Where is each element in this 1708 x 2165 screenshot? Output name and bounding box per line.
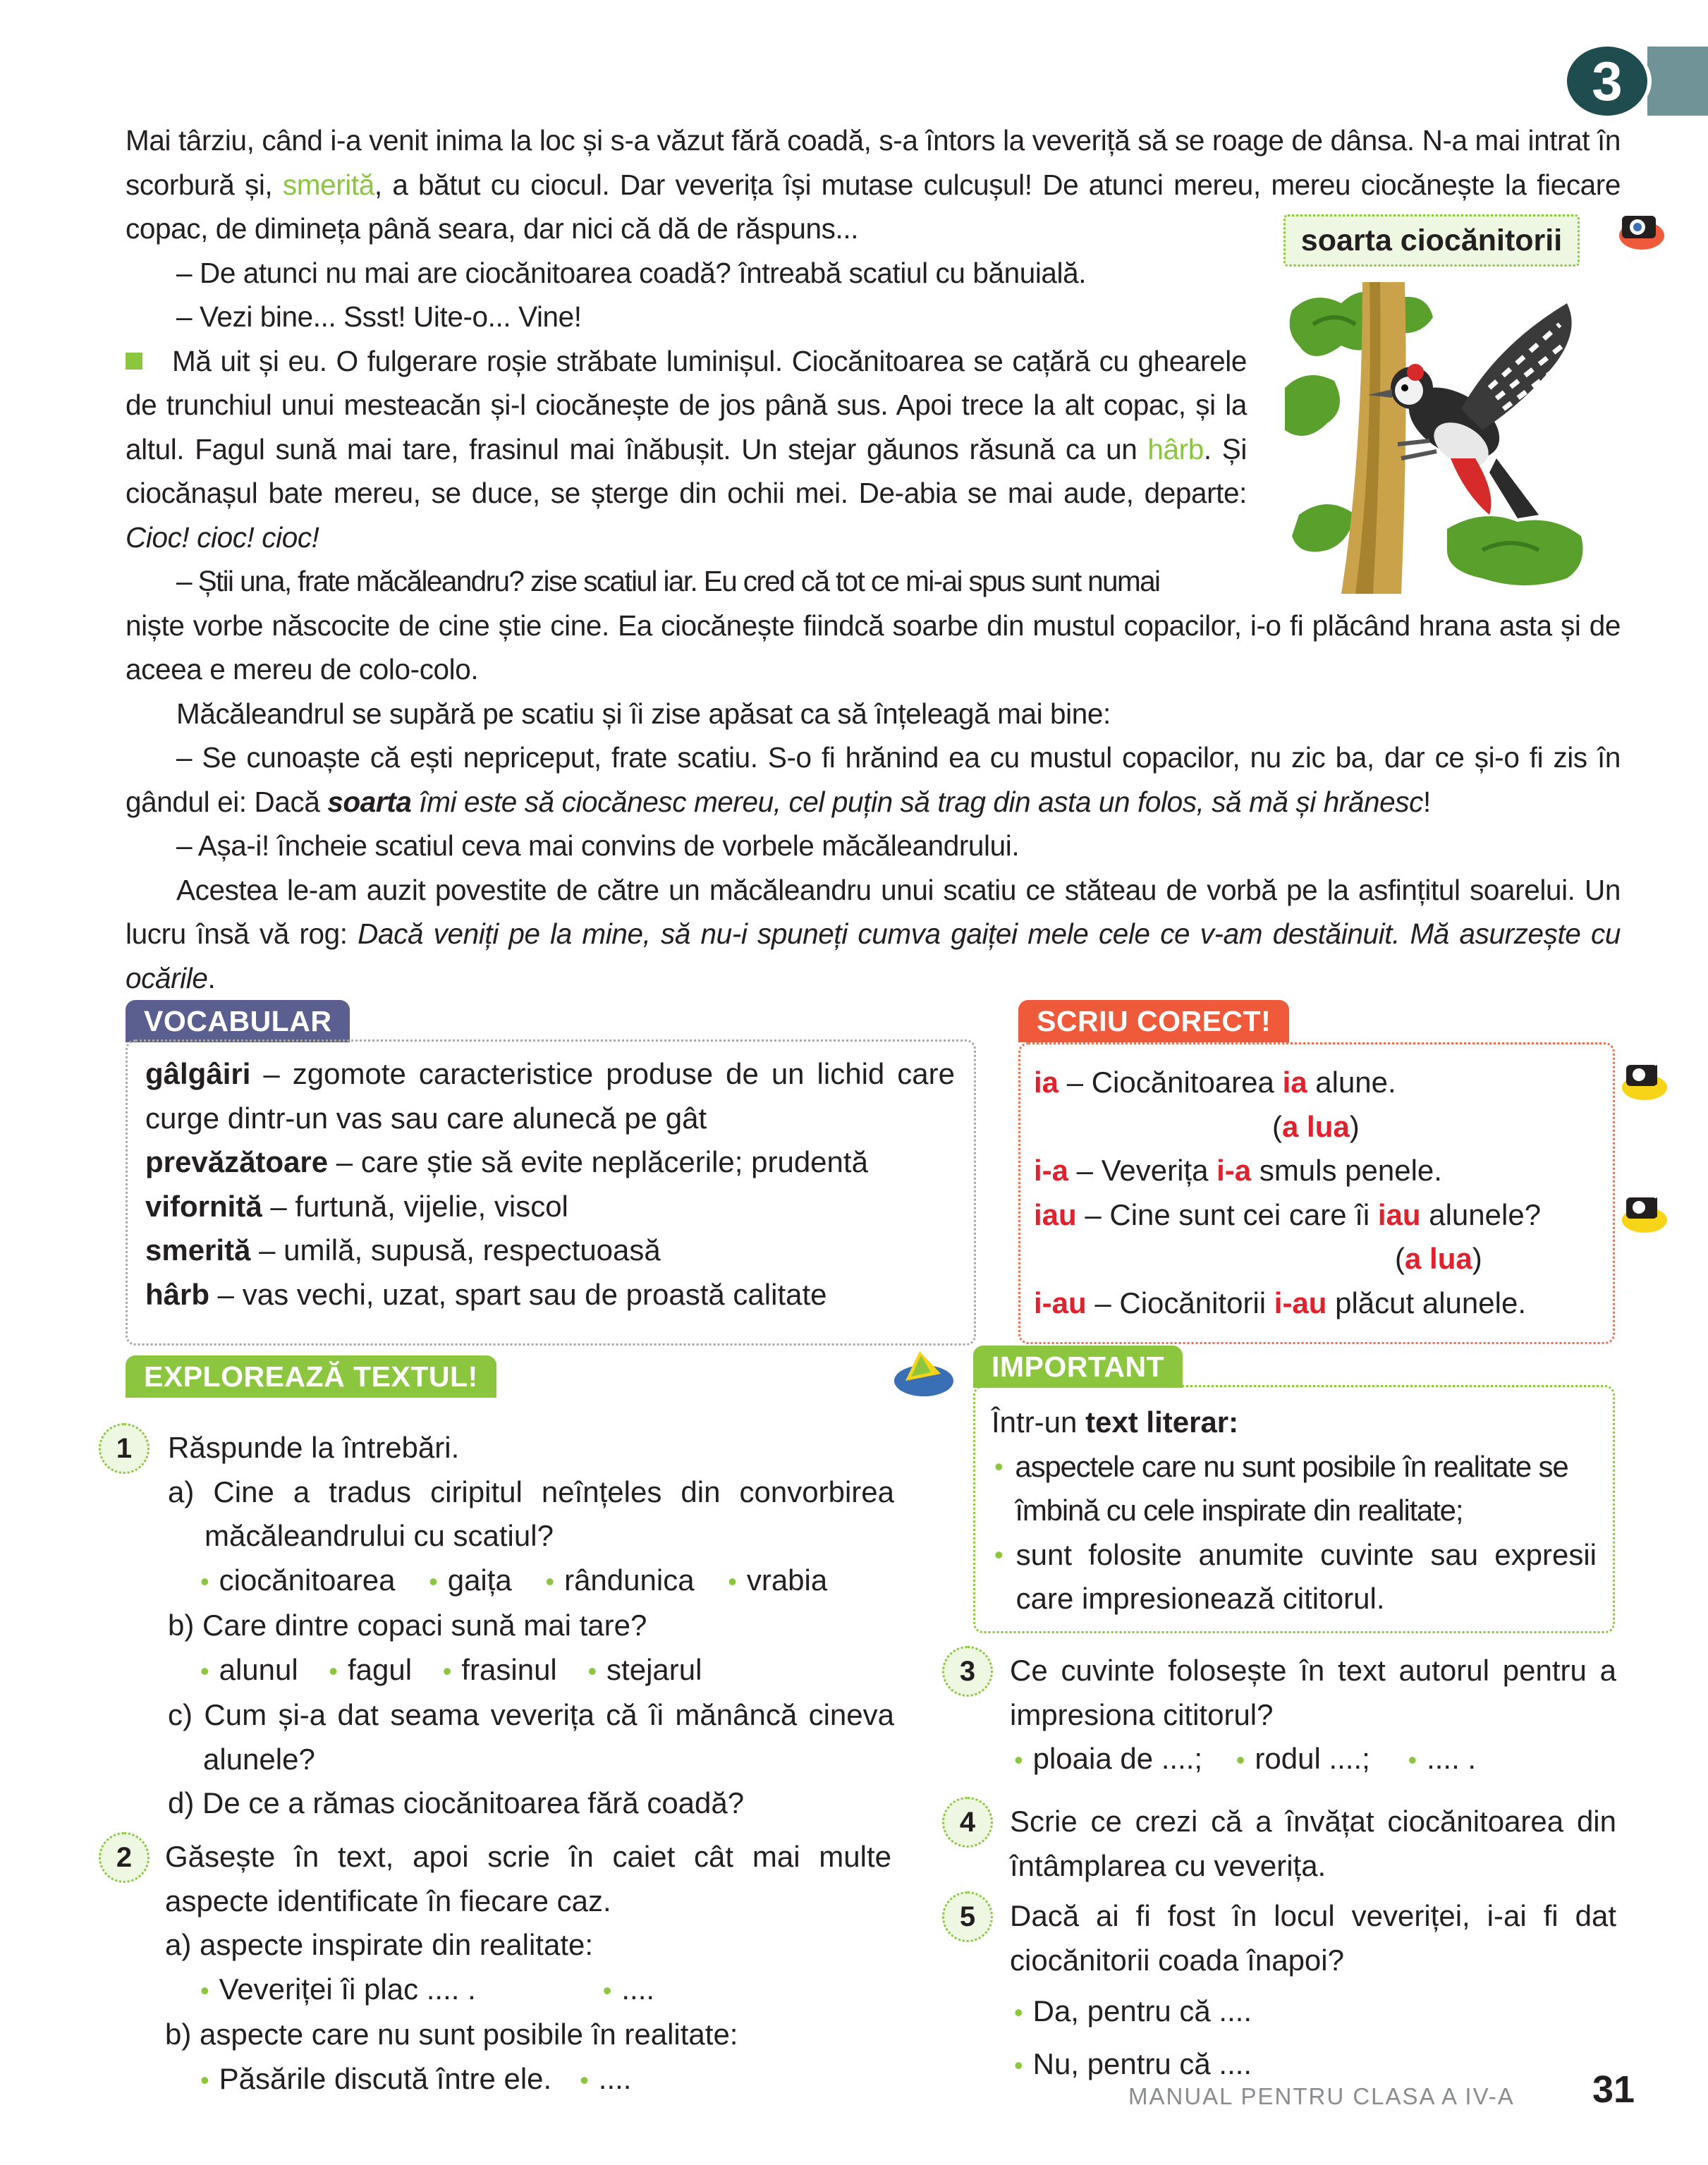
scriu-note: (a lua) xyxy=(1395,1242,1482,1275)
question-1a-options: • ciocănitoarea • gaița • rândunica • vrabia xyxy=(200,1563,828,1597)
question-number-5: 5 xyxy=(942,1891,993,1942)
question-5 xyxy=(1010,1894,1616,2087)
question-3 xyxy=(1010,1649,1616,1783)
question-number-1: 1 xyxy=(99,1423,150,1474)
footer-manual: MANUAL PENTRU CLASA A IV-A xyxy=(1128,2083,1515,2109)
question-1d: d) De ce a rămas ciocănitoarea fără coadă? xyxy=(168,1786,745,1819)
important-bullet: • aspectele care nu sunt posibile în realitate se îmbină cu cele inspirate din realitate; xyxy=(994,1449,1568,1527)
vocab-tag-soarta[interactable]: soarta ciocănitorii xyxy=(1283,214,1580,267)
vocab-item: smerită – umilă, supusă, respectuoasă xyxy=(145,1233,661,1267)
scriu-row-ia: ia – Ciocănitoarea ia alune. xyxy=(1034,1066,1396,1099)
vocabular-label: VOCABULAR xyxy=(126,1000,350,1042)
story-paragraph-5a: – Știi una, frate măcăleandru? zise scatiul iar. Eu cred că tot ce mi-ai spus sunt numai xyxy=(176,565,1160,597)
scriu-corect-label: SCRIU CORECT! xyxy=(1018,1000,1289,1042)
audio-icon[interactable] xyxy=(1618,1059,1669,1102)
important-text xyxy=(992,1401,1597,1621)
story-paragraph-2: – De atunci nu mai are ciocănitoarea coadă? întreabă scatiul cu bănuială. xyxy=(176,256,1087,289)
question-4 xyxy=(1010,1800,1616,1888)
question-2a-options: • Veveriței îi plac .... . • .... xyxy=(200,1972,655,2006)
chapter-tab xyxy=(1647,47,1708,116)
chapter-number: 3 xyxy=(1567,47,1647,116)
question-5-option: • Nu, pentru că .... xyxy=(1014,2047,1252,2080)
scriu-row-i-a: i-a – Veverița i-a smuls penele. xyxy=(1034,1154,1442,1187)
story-paragraph-7: – Se cunoaște că ești nepriceput, frate scatiu. S-o fi hrănind ea cu mustul copacilor, nu zic ba, dar ce și-o fi zis în gândul ei: Dacă soarta îmi este să ciocănesc mereu, cel puțin să trag din asta un folos, să mă și hrănesc! xyxy=(126,741,1621,818)
question-1 xyxy=(168,1426,894,1826)
question-2a: a) aspecte inspirate din realitate: xyxy=(165,1928,594,1961)
vocab-item: hârb – vas vechi, uzat, spart sau de proastă calitate xyxy=(145,1277,827,1311)
story-paragraph-4: Mă uit și eu. O fulgerare roșie străbate luminișul. Ciocănitoarea se cațără cu ghearele de trunchiul unui mesteacăn și-l ciocănește de jos până sus. Apoi trece la alt copac, și la altul. Fagul sună mai tare, frasinul mai înăbușit. Un stejar găunos răsună ca un hârb. Și ciocănașul bate mereu, se duce, se șterge din ochii mei. De-abia se mai aude, departe: Cioc! cioc! cioc! xyxy=(126,344,1247,554)
vocab-word-smerita[interactable]: smerită xyxy=(282,168,374,201)
square-bullet-icon xyxy=(126,353,142,370)
vocab-word-harb[interactable]: hârb xyxy=(1147,432,1204,465)
camera-icon[interactable] xyxy=(1615,209,1666,251)
important-bullet: • sunt folosite anumite cuvinte sau expresii care impresionează cititorul. xyxy=(994,1537,1597,1615)
story-paragraph-9: Acestea le-am auzit povestite de către un măcăleandru unui scatiu ce stăteau de vorbă pe la asfințitul soarelui. Un lucru însă vă rog: Dacă veniți pe la mine, să nu-i spuneți cumva gaiței mele cele ce v-am destăinuit. Mă asurzește cu ocările. xyxy=(126,873,1621,994)
question-3-text: Ce cuvinte folosește în text autorul pentru a impresiona cititorul? xyxy=(1010,1654,1616,1731)
pencil-icon xyxy=(891,1346,955,1399)
audio-icon[interactable] xyxy=(1618,1192,1669,1234)
question-number-3: 3 xyxy=(942,1646,993,1697)
question-5-text: Dacă ai fi fost în locul veveriței, i-ai fi dat ciocănitorii coada înapoi? xyxy=(1010,1899,1616,1977)
question-2 xyxy=(165,1835,891,2102)
scriu-row-i-au: i-au – Ciocănitorii i-au plăcut alunele. xyxy=(1034,1286,1526,1319)
question-1-text: Răspunde la întrebări. xyxy=(168,1431,460,1464)
scriu-row-iau: iau – Cine sunt cei care îi iau alunele? xyxy=(1034,1197,1542,1231)
important-label: IMPORTANT xyxy=(973,1346,1183,1388)
question-2b: b) aspecte care nu sunt posibile în realitate: xyxy=(165,2018,738,2051)
important-intro: Într-un text literar: xyxy=(992,1405,1239,1439)
question-3-options: • ploaia de ....; • rodul ....; • .... . xyxy=(1014,1742,1477,1775)
vocab-item: gâlgâiri – zgomote caracteristice produse de un lichid care curge dintr-un vas sau care alunecă pe gât xyxy=(145,1057,955,1135)
question-4-text: Scrie ce crezi că a învățat ciocănitoarea din întâmplarea cu veverița. xyxy=(1010,1805,1616,1882)
question-number-2: 2 xyxy=(99,1832,150,1883)
vocab-item: vifornită – furtună, vijelie, viscol xyxy=(145,1189,568,1223)
question-1b-options: • alunul • fagul • frasinul • stejarul xyxy=(200,1652,702,1686)
question-1c: c) Cum și-a dat seama veverița că îi mănâncă cineva alunele? xyxy=(168,1698,894,1776)
question-1b: b) Care dintre copaci sună mai tare? xyxy=(168,1609,647,1642)
vocabular-list xyxy=(145,1052,955,1317)
vocab-item: prevăzătoare – care știe să evite neplăcerile; prudentă xyxy=(145,1145,868,1178)
woodpecker-illustration xyxy=(1285,282,1591,594)
page-number: 31 xyxy=(1592,2068,1635,2111)
story-paragraph-6: Măcăleandrul se supără pe scatiu și îi zise apăsat ca să înțeleagă mai bine: xyxy=(176,697,1111,730)
story-paragraph-8: – Așa-i! încheie scatiul ceva mai convins de vorbele măcăleandrului. xyxy=(176,829,1020,862)
story-paragraph-5b: niște vorbe născocite de cine știe cine. Ea ciocănește fiindcă soarbe din mustul copacilor, i-o fi plăcând hrana asta și de aceea e mereu de colo-colo. xyxy=(126,609,1621,685)
question-2-text: Găsește în text, apoi scrie în caiet cât mai multe aspecte identificate în fiecare caz. xyxy=(165,1840,891,1917)
story-paragraph-1: Mai târziu, când i-a venit inima la loc și s-a văzut fără coadă, s-a întors la veveriță să se roage de dânsa. N-a mai intrat în scorbură și, smerită, a bătut cu ciocul. Dar veverița își mutase culcușul! De atunci mereu, mereu ciocănește la fiecare copac, de dimineța până seara, dar nici că dă de răspuns... xyxy=(126,124,1621,245)
question-number-4: 4 xyxy=(942,1797,993,1848)
scriu-note: (a lua) xyxy=(1272,1109,1360,1143)
story-paragraph-3: – Vezi bine... Ssst! Uite-o... Vine! xyxy=(176,300,582,333)
question-1a: a) Cine a tradus ciripitul neînțeles din convorbirea măcăleandrului cu scatiul? xyxy=(168,1475,894,1552)
scriu-corect-list xyxy=(1034,1061,1605,1325)
question-5-option: • Da, pentru că .... xyxy=(1014,1994,1252,2027)
question-2b-options: • Păsările discută între ele. • .... xyxy=(200,2061,632,2095)
exploreaza-label: EXPLOREAZĂ TEXTUL! xyxy=(126,1355,496,1398)
